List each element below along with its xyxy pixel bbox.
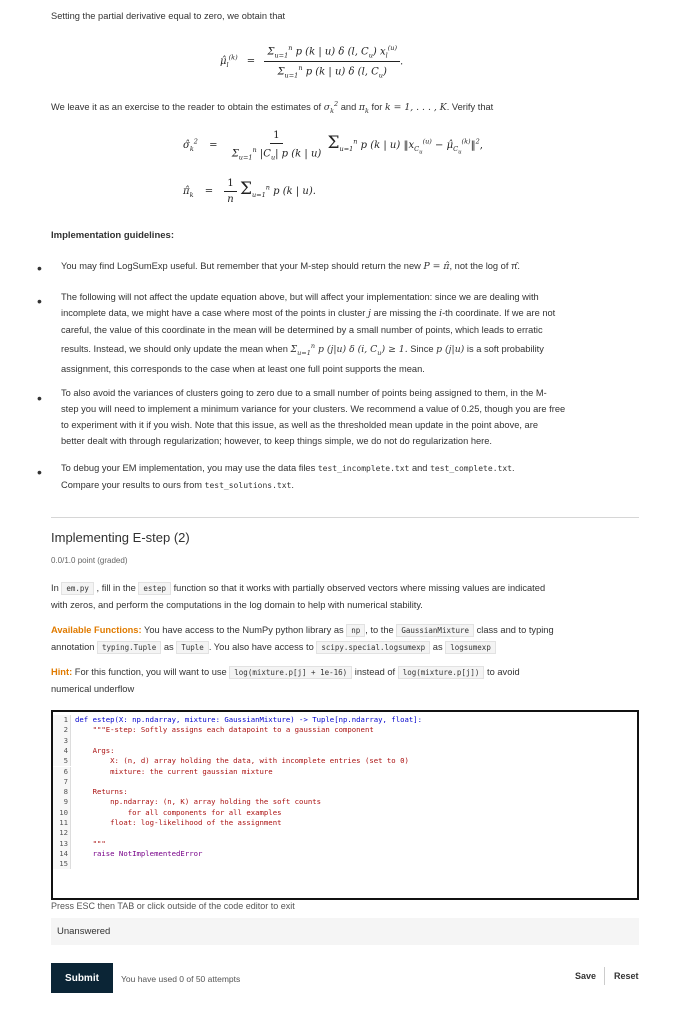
code-line[interactable]: 3 [53,736,637,746]
code-line[interactable]: 4 Args: [53,746,637,756]
answer-status: Unanswered [51,918,639,945]
exercise-text: We leave it as an exercise to the reader to obtain the estimates of $\sigma_k^2$ and $\pi_k$ for k = 1, . . . , K. Verify that [51,100,494,115]
guideline-item: The following will not affect the update equation above, but will affect your implementation: since we are dealing with incomplete data, we might have a case where most of the points in cluster j are missing the i-th coordinate. If we are not careful, the value of this coordinate in the mean will be determined by a small number of points, which leads to erratic results. Instead, we should only update the mean when $\Sigma_{u=1}^n$ p (j|u) δ (i, $C_u) \ge 1$. Since p (j|u) is a soft probability assignment, this corresponds to the case when at least one full point supports the mean. [61,292,556,374]
problem-description: In em.py , fill in the estep function so that it works with partially observed vectors where missing values are indicated with zeros, and perform the computations in the log domain to help with numerical stability. [51,583,546,610]
action-divider [604,967,605,985]
code-line[interactable]: 15 [53,859,637,869]
mean-update-equation: $\mû_l^{(k)}$ = $\frac{\Sigma_{u=1}^n p (k | u) \delta (l, C_u) x_l^{(u)}}{\Sigma_{u=1}^n p (k | u) \delta (l, C_u)}$ . [220,44,404,80]
guidelines-heading: Implementation guidelines: [51,230,174,241]
problem-title: Implementing E-step (2) [51,530,190,545]
code-line[interactable]: 9 np.ndarray: (n, K) array holding the soft counts [53,797,637,807]
code-line[interactable]: 13 """ [53,839,637,849]
editor-note: Press ESC then TAB or click outside of the code editor to exit [51,901,295,911]
guideline-item: To also avoid the variances of clusters going to zero due to a small number of points being assigned to them, in the M- step you will need to implement a minimum variance for your clusters. We recommend a value of 0.25, though you are free to experiment with it if you wish. Note that this issue, as well as the thresholded mean update in the point above, are better dealt with through regularization; however, to keep things simple, we do not do regularization here. [61,388,566,446]
save-button[interactable]: Save [575,971,597,981]
available-functions: Available Functions: You have access to the NumPy python library as np , to the GaussianMixture class and to typing annotation typing.Tuple as Tuple . You also have access to scipy.special.logsumexp as logsumexp [51,625,554,652]
variance-update-equation: $\sigmâ_k^2$ = $\frac{1}{\Sigma_{u=1}^n |C_u| p (k | u)}$ $\Sigma_{u=1}^n$ p (k | u) $‖x_{C_u}^{(u)}$ − $\mû_{C_u}^{(k)}‖^2$, [183,130,483,162]
code-line[interactable]: 7 [53,777,637,787]
section-divider [51,517,639,518]
code-line[interactable]: 1 def estep(X: np.ndarray, mixture: GaussianMixture) -> Tuple[np.ndarray, float]: [53,715,637,725]
bullet-dot: • [37,464,42,480]
code-editor[interactable] [51,710,639,900]
code-line[interactable]: 2 """E-step: Softly assigns each datapoint to a gaussian component [53,725,637,735]
submit-button[interactable]: Submit [51,963,113,993]
guideline-item: To debug your EM implementation, you may use the data files test_incomplete.txt and test_complete.txt. Compare your results to ours from test_solutions.txt. [61,463,515,490]
code-line[interactable]: 11 float: log-likelihood of the assignment [53,818,637,828]
code-line[interactable]: 6 mixture: the current gaussian mixture [53,767,637,777]
bullet-dot: • [37,260,42,276]
bullet-dot: • [37,390,42,406]
problem-points: 0.0/1.0 point (graded) [51,556,128,565]
code-line[interactable]: 10 for all components for all examples [53,808,637,818]
reset-button[interactable]: Reset [614,971,639,981]
code-line[interactable]: 14 raise NotImplementedError [53,849,637,859]
bullet-dot: • [37,293,42,309]
intro-text: Setting the partial derivative equal to zero, we obtain that [51,11,286,21]
code-line[interactable]: 12 [53,828,637,838]
mixing-weight-equation: $\pî_k$ = $\frac{1}{n}$ $\Sigma_{u=1}^n$ p (k | u). [183,178,316,205]
attempts-text: You have used 0 of 50 attempts [121,974,241,984]
code-line[interactable]: 5 X: (n, d) array holding the data, with incomplete entries (set to 0) [53,756,637,766]
code-line[interactable]: 8 Returns: [53,787,637,797]
hint-text: Hint: For this function, you will want to use log(mixture.p[j] + 1e-16) instead of log(mixture.p[j]) to avoid numerical underflow [51,667,520,694]
guideline-item: You may find LogSumExp useful. But remember that your M-step should return the new P = π̂, not the log of π̂. [61,261,521,272]
